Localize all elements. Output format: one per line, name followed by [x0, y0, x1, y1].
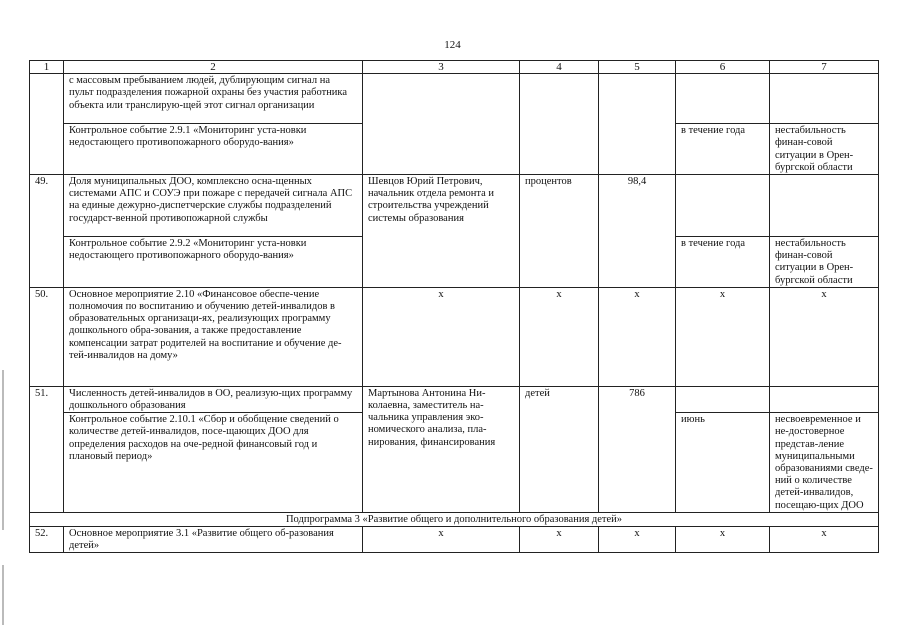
risk-cell [770, 386, 879, 412]
value-cell [599, 74, 676, 175]
table-row [30, 386, 879, 412]
deadline-cell: х [676, 287, 770, 386]
row-number-cell: 49. [30, 175, 64, 288]
scan-edge-mark [2, 565, 4, 625]
header-cell: 5 [599, 61, 676, 74]
value-cell: 98,4 [599, 175, 676, 288]
row-number-cell: 50. [30, 287, 64, 386]
description-cell: Доля муниципальных ДОО, комплексно осна-щенных системами АПС и СОУЭ при пожаре с передачей сигнала АПС на единые дежурно-диспетчерские службы подразделений государст-венной противопожарной службы [64, 175, 363, 237]
description-cell: Контрольное событие 2.9.1 «Мониторинг уста-новки недостающего противопожарного оборудо-вания» [64, 124, 363, 175]
risk-cell [770, 74, 879, 124]
responsible-cell: Шевцов Юрий Петрович, начальник отдела ремонта и строительства учреждений системы образования [363, 175, 520, 288]
table-row [30, 175, 879, 237]
description-cell: Численность детей-инвалидов в ОО, реализую-щих программу дошкольного образования [64, 386, 363, 412]
responsible-cell: х [363, 527, 520, 553]
unit-cell: х [520, 287, 599, 386]
header-cell: 2 [64, 61, 363, 74]
header-cell: 4 [520, 61, 599, 74]
description-cell: Основное мероприятие 2.10 «Финансовое обеспе-чение полномочия по воспитанию и обучению детей-инвалидов в образовательных организаци-ях, реализующих программу дошкольного обра-зования, а также предоставление компенсации затрат родителей на воспитание и обучение де-тей-инвалидов на дому» [64, 287, 363, 386]
value-cell: 786 [599, 386, 676, 512]
deadline-cell: в течение года [676, 237, 770, 288]
deadline-cell: июнь [676, 413, 770, 513]
responsible-cell [363, 74, 520, 175]
header-cell: 7 [770, 61, 879, 74]
description-cell: Основное мероприятие 3.1 «Развитие общего об-разования детей» [64, 527, 363, 553]
risk-cell: несвоевременное и не-достоверное представ-ление муниципальными образованиями сведе-ний о количестве детей-инвалидов, посещаю-щих ДОО [770, 413, 879, 513]
risk-cell: нестабильность финан-совой ситуации в Орен-бургской области [770, 124, 879, 175]
page-number: 124 [444, 39, 461, 51]
header-cell: 1 [30, 61, 64, 74]
risk-cell: х [770, 527, 879, 553]
unit-cell: х [520, 527, 599, 553]
table-row [30, 527, 879, 553]
header-cell: 3 [363, 61, 520, 74]
table-row [30, 287, 879, 386]
header-cell: 6 [676, 61, 770, 74]
scan-edge-mark [2, 370, 4, 530]
subprogram-row [30, 512, 879, 526]
description-cell: Контрольное событие 2.10.1 «Сбор и обобщение сведений о количестве детей-инвалидов, посе-щающих ДОО для определения расходов на оче-редной финансовый год и плановый период» [64, 413, 363, 513]
row-number-cell [30, 74, 64, 175]
row-number-cell: 52. [30, 527, 64, 553]
description-cell: Контрольное событие 2.9.2 «Мониторинг уста-новки недостающего противопожарного оборудо-вания» [64, 237, 363, 288]
description-cell: с массовым пребыванием людей, дублирующим сигнал на пульт подразделения пожарной охраны без участия работника объекта или транслирую-щей этот сигнал организации [64, 74, 363, 124]
deadline-cell: х [676, 527, 770, 553]
deadline-cell: в течение года [676, 124, 770, 175]
table-header-row [30, 61, 879, 74]
unit-cell: детей [520, 386, 599, 512]
deadline-cell [676, 386, 770, 412]
risk-cell: х [770, 287, 879, 386]
responsible-cell: х [363, 287, 520, 386]
responsible-cell: Мартынова Антонина Ни-колаевна, заместитель на-чальника управления эко-номического анализа, пла-нирования, финансирования [363, 386, 520, 512]
unit-cell: процентов [520, 175, 599, 288]
activities-table [29, 60, 879, 553]
risk-cell: нестабильность финан-совой ситуации в Орен-бургской области [770, 237, 879, 288]
value-cell: х [599, 527, 676, 553]
deadline-cell [676, 74, 770, 124]
value-cell: х [599, 287, 676, 386]
unit-cell [520, 74, 599, 175]
deadline-cell [676, 175, 770, 237]
table-row [30, 74, 879, 124]
risk-cell [770, 175, 879, 237]
subprogram-title: Подпрограмма 3 «Развитие общего и дополнительного образования детей» [30, 512, 879, 526]
row-number-cell: 51. [30, 386, 64, 512]
